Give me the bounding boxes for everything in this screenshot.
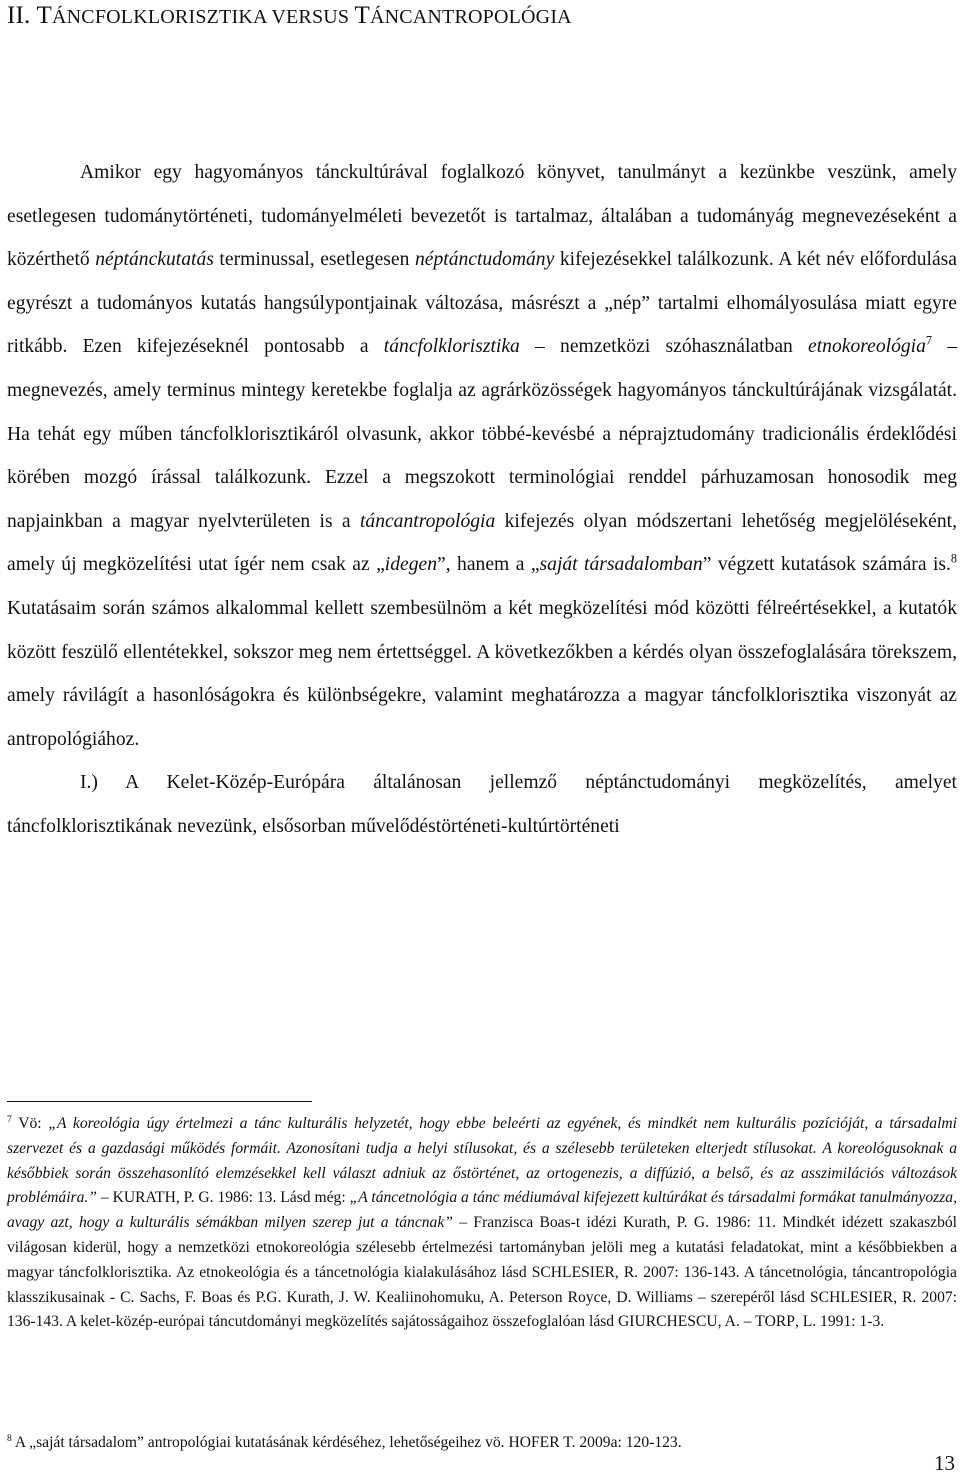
footnote-number: 8: [7, 1433, 12, 1445]
page-number: 13: [934, 1451, 955, 1475]
paragraph-2: I.) A Kelet-Közép-Európára általánosan jellemző néptánctudományi megközelítés, amelyet táncfolklorisztikának nevezünk, elsősorban művelődéstörténeti-kultúrtörténeti: [7, 772, 957, 837]
document-page: [7, 0, 957, 1480]
body-text: [7, 151, 957, 849]
footnote-number: 7: [7, 1114, 12, 1126]
footnote-7: $^7$ Vö: „A koreológia úgy értelmezi a tánc kulturális helyzetét, hogy ebbe beleérti az egyének, és mindkét nem kulturális pozícióját, a társadalmi szervezet és a gazdasági működés formáit. Azonosítani tudja a helyi stílusokat, és a szélesebb területeken elterjedt stílusokat. A koreológusoknak a későbbiek során összehasonlító elemzésekkel kell választ adniuk az őstörténet, az ortogenezis, a diffúzió, a belső, és az asszimilációs változások problémáira.” – KURATH, P. G. 1986: 13. Lásd még: „A táncetnológia a tánc médiumával kifejezett kultúrákat és társadalmi formákat tanulmányozza, avagy azt, hogy a kulturális sémákban milyen szerep jut a táncnak” – Franzisca Boas-t idézi Kurath, P. G. 1986: 11. Mindkét idézett szakaszból világosan kiderül, hogy a nemzetközi etnokoreológia szélesebb értelmezési tartományban jelöli meg a kutatási feladatokat, mint a későbbiekben a magyar táncfolklorisztika. Az etnokeológia és a táncetnológia kialakulásához lásd SCHLESIER, R. 2007: 136-143. A táncetnológia, táncantropológia klasszikusainak - C. Sachs, F. Boas és P.G. Kurath, J. W. Kealiinohomuku, A. Peterson Royce, D. Williams – szerepéről lásd SCHLESIER, R. 2007: 136-143. A kelet-közép-európai táncutdományi megközelítés sajátosságaihoz összefoglalóan lásd GIURCHESCU, A. – TORP, L. 1991: 1-3.: [7, 1114, 957, 1331]
footnote-ref-7[interactable]: 7: [925, 334, 932, 349]
footnote-separator: [7, 1101, 312, 1102]
section-heading: II. TÁNCFOLKLORISZTIKA VERSUS TÁNCANTROPOLÓGIA: [7, 2, 572, 29]
footnote-ref-8[interactable]: 8: [950, 552, 957, 567]
footnote-8: $^8$ A „saját társadalom” antropológiai kutatásának kérdéséhez, lehetőségeihez vö. HOFER T. 2009a: 120-123.: [7, 1433, 682, 1451]
heading-number: II.: [7, 2, 31, 29]
paragraph-1: Amikor egy hagyományos tánckultúrával foglalkozó könyvet, tanulmányt a kezünkbe veszünk, amely esetlegesen tudománytörténeti, tudományelméleti bevezetőt is tartalmaz, általában a tudományág megnevezéseként a közérthető néptánckutatás terminussal, esetlegesen néptánctudomány kifejezésekkel találkozunk. A két név előfordulása egyrészt a tudományos kutatás hangsúlypontjainak változása, másrészt a „nép” tartalmi elhomályosulása miatt egyre ritkább. Ezen kifejezéseknél pontosabb a táncfolklorisztika – nemzetközi szóhasználatban etnokoreológia$^7$ – megnevezés, amely terminus mintegy keretekbe foglalja az agrárközösségek hagyományos tánckultúrájának vizsgálatát. Ha tehát egy műben táncfolklorisztikáról olvasunk, akkor többé-kevésbé a néprajztudomány tradicionális érdeklődési körében mozgó írással találkozunk. Ezzel a megszokott terminológiai renddel párhuzamosan honosodik meg napjainkban a magyar nyelvterületen is a táncantropológia kifejezés olyan módszertani lehetőség megjelöléseként, amely új megközelítési utat ígér nem csak az „idegen”, hanem a „saját társadalomban” végzett kutatások számára is.$^8$ Kutatásaim során számos alkalommal kellett szembesülnöm a két megközelítési mód közötti félreértésekkel, a kutatók között feszülő ellentétekkel, sokszor meg nem értettséggel. A következőkben a kérdés olyan összefoglalására törekszem, amely rávilágít a hasonlóságokra és különbségekre, valamint meghatározza a magyar táncfolklorisztika viszonyát az antropológiához.: [7, 162, 957, 750]
